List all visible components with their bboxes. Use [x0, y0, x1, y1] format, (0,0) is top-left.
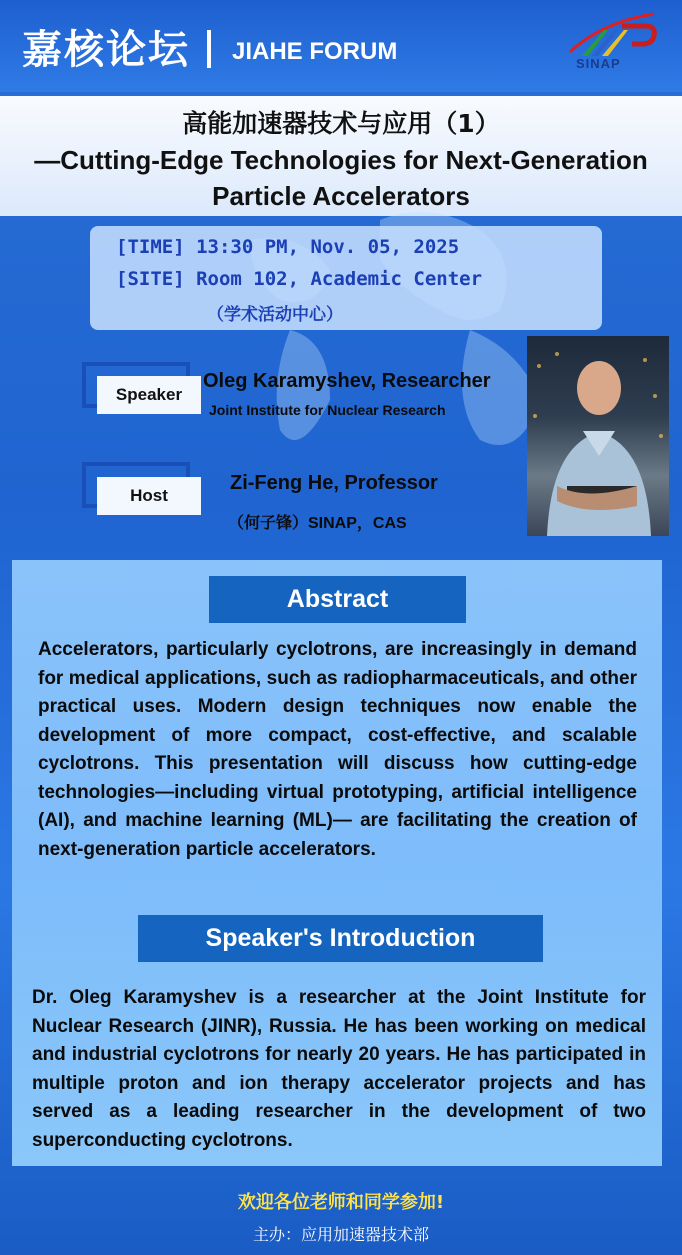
host-name: Zi-Feng He, Professor [230, 472, 438, 494]
speaker-tag: Speaker [97, 376, 201, 414]
event-site-cn: （学术活动中心） [207, 305, 343, 325]
abstract-text: Accelerators, particularly cyclotrons, are increasingly in demand for medical applications, such as radiopharmaceuticals, and other practical uses. Modern design techniques now enable the development of more compact, cost-effective, and scalable cyclotrons. This presentation will discuss how cutting-edge technologies—including virtual prototyping, artificial intelligence (AI), and machine learning (ML)— are facilitating the creation of next-generation particle accelerators. [38, 639, 637, 860]
talk-title-en-line2: Particle Accelerators [212, 181, 470, 211]
forum-name-en: JIAHE FORUM [232, 38, 398, 65]
speaker-affiliation: Joint Institute for Nuclear Research [209, 402, 446, 418]
welcome-text: 欢迎各位老师和同学参加! [237, 1192, 445, 1213]
logo-text: SINAP [576, 56, 621, 71]
speaker-name: Oleg Karamyshev, Researcher [203, 370, 491, 392]
header-separator [207, 30, 211, 68]
host-tag: Host [97, 477, 201, 515]
event-site: [SITE] Room 102, Academic Center [116, 268, 483, 290]
speaker-photo [527, 336, 669, 536]
abstract-heading: Abstract [209, 576, 466, 623]
intro-heading: Speaker's Introduction [138, 915, 543, 962]
talk-title-cn: 高能加速器技术与应用（1） [182, 109, 500, 138]
host-affiliation: （何子锋）SINAP，CAS [228, 515, 407, 532]
organizer-text: 主办：应用加速器技术部 [252, 1225, 429, 1244]
intro-text: Dr. Oleg Karamyshev is a researcher at the Joint Institute for Nuclear Research (JINR), Russia. He has been working on medical and industrial cyclotrons for nearly 20 years. He has participated in multiple proton and ion therapy accelerator projects and has served as a leading researcher in the development of two superconducting cyclotrons. [32, 987, 646, 1151]
talk-title-en-line1: —Cutting-Edge Technologies for Next-Generation [34, 145, 648, 175]
forum-name-cn: 嘉核论坛 [22, 27, 190, 73]
event-time: [TIME] 13:30 PM, Nov. 05, 2025 [116, 236, 460, 258]
